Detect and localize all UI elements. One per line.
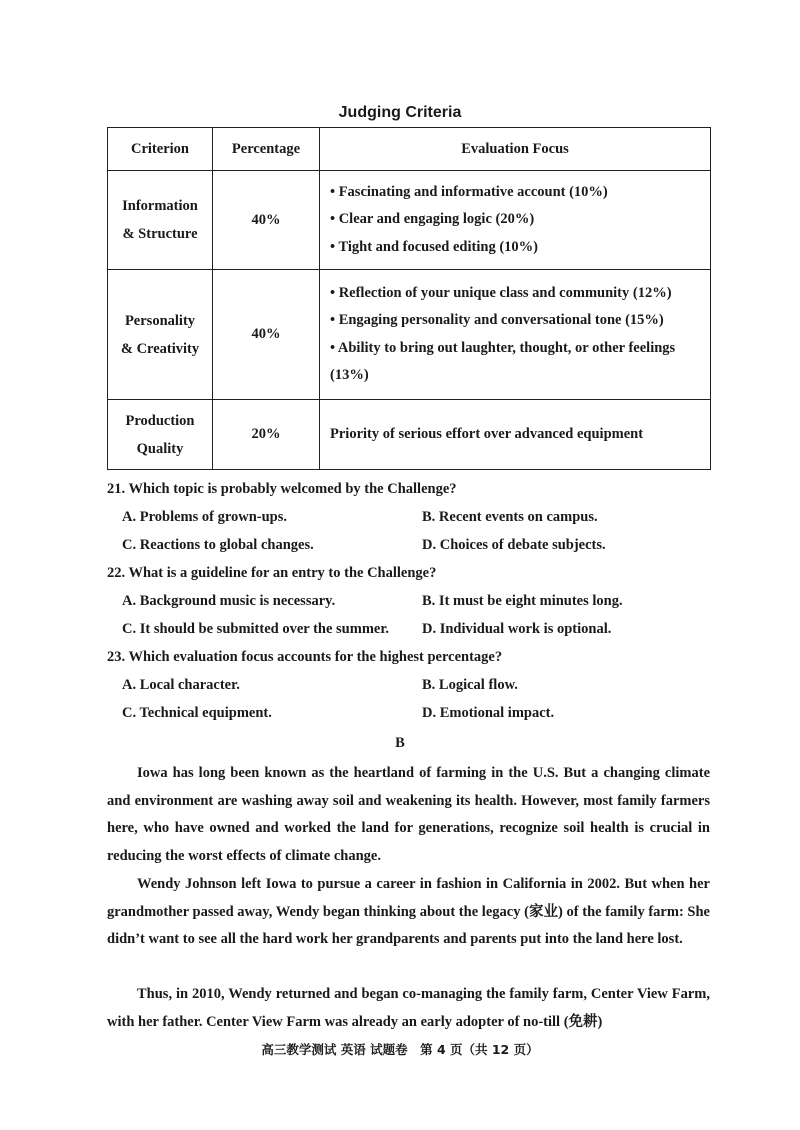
- question-21-option-d: D. Choices of debate subjects.: [422, 537, 606, 553]
- focus-item: • Reflection of your unique class and community (12%): [330, 284, 672, 301]
- criterion-line: Production: [125, 412, 195, 429]
- criterion-cell: [108, 400, 213, 470]
- table-row: [108, 171, 711, 270]
- criterion-cell: [108, 171, 213, 270]
- criterion-line: Personality: [124, 312, 196, 329]
- focus-item: • Ability to bring out laughter, thought, or other feelings (13%): [330, 339, 676, 383]
- question-22-option-a: A. Background music is necessary.: [122, 593, 336, 609]
- question-21-stem: 21. Which topic is probably welcomed by the Challenge?: [107, 481, 457, 497]
- question-23-option-a: A. Local character.: [122, 677, 240, 693]
- judging-criteria-table: [107, 127, 711, 470]
- question-21-option-a: A. Problems of grown-ups.: [122, 509, 288, 525]
- criterion-line: & Structure: [122, 226, 198, 242]
- question-21-option-c: C. Reactions to global changes.: [122, 537, 314, 553]
- page-footer: 高三教学测试 英语 试题卷 第 4 页（共 12 页）: [261, 1042, 539, 1057]
- percentage-cell: 40%: [213, 171, 320, 270]
- criterion-line: Quality: [136, 440, 184, 457]
- question-22-stem: 22. What is a guideline for an entry to the Challenge?: [107, 565, 437, 581]
- passage-paragraph-2: Wendy Johnson left Iowa to pursue a career in fashion in California in 2002. But when her grandmother passed away, Wendy began thinking about the legacy (家业) of the family farm: She didn’t want to see all the hard work her grandparents and parents put into the land here lost.: [107, 876, 710, 947]
- header-percentage: Percentage: [213, 128, 320, 171]
- focus-cell: [320, 171, 711, 270]
- header-evaluation-focus: Evaluation Focus: [320, 128, 711, 171]
- question-23-stem: 23. Which evaluation focus accounts for the highest percentage?: [107, 649, 503, 665]
- percentage-cell: 40%: [213, 270, 320, 400]
- header-criterion: Criterion: [108, 128, 213, 171]
- question-22-option-c: C. It should be submitted over the summer.: [122, 621, 390, 637]
- table-row: [108, 400, 711, 470]
- focus-item: • Engaging personality and conversational tone (15%): [330, 312, 664, 328]
- criterion-line: & Creativity: [120, 340, 200, 357]
- question-23-option-b: B. Logical flow.: [422, 677, 518, 693]
- section-label: B: [395, 735, 405, 751]
- focus-item: • Clear and engaging logic (20%): [330, 211, 535, 228]
- table-row: [108, 270, 711, 400]
- table-header-row: [108, 128, 711, 171]
- question-22-option-b: B. It must be eight minutes long.: [422, 593, 623, 609]
- focus-cell: [320, 270, 711, 400]
- percentage-cell: 20%: [213, 400, 320, 470]
- focus-item: • Tight and focused editing (10%): [330, 238, 538, 255]
- criterion-line: Information: [122, 198, 198, 214]
- focus-cell: Priority of serious effort over advanced equipment: [320, 400, 711, 470]
- criterion-cell: [108, 270, 213, 400]
- focus-item: • Fascinating and informative account (10%): [330, 183, 608, 200]
- table-title: Judging Criteria: [338, 104, 462, 121]
- question-22-option-d: D. Individual work is optional.: [422, 621, 612, 637]
- passage-paragraph-1: Iowa has long been known as the heartland of farming in the U.S. But a changing climate and environment are washing away soil and weakening its health. However, most family farmers here, who have owned and worked the land for generations, recognize soil health is crucial in reducing the worst effects of climate change.: [107, 765, 710, 864]
- question-23-option-c: C. Technical equipment.: [122, 705, 272, 721]
- question-23-option-d: D. Emotional impact.: [422, 705, 555, 721]
- question-21-option-b: B. Recent events on campus.: [422, 509, 598, 525]
- passage-paragraph-3: Thus, in 2010, Wendy returned and began co-managing the family farm, Center View Farm, with her father. Center View Farm was already an early adopter of no-till (免耕): [107, 986, 710, 1030]
